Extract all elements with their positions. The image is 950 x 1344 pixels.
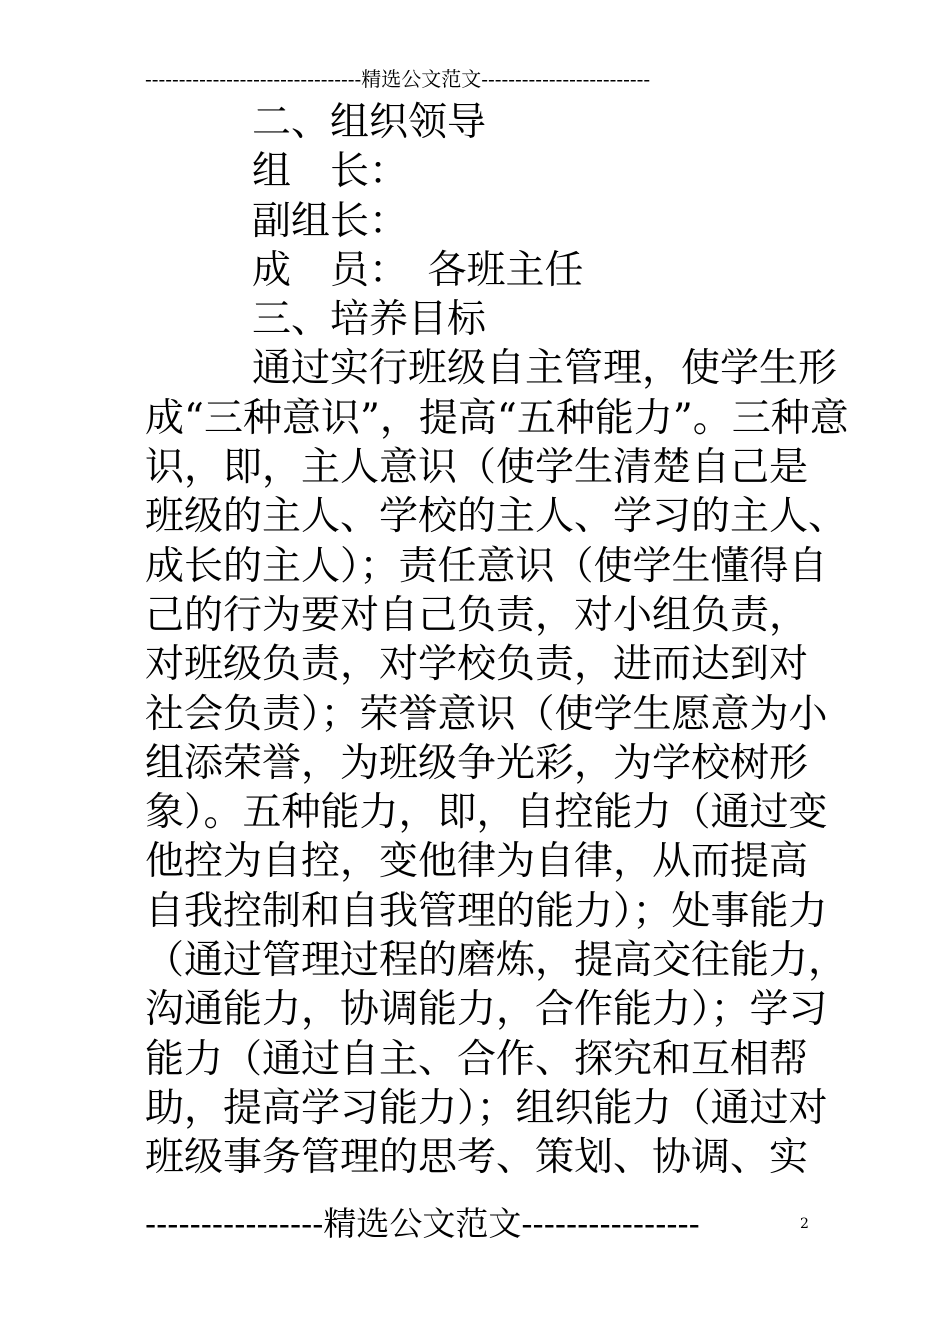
paragraph-line: 成长的主人）；责任意识（使学生懂得自 [145,543,828,589]
section-heading-organization: 二、组织领导 [252,100,487,145]
paragraph-line: 班级事务管理的思考、策划、协调、实 [145,1135,809,1181]
page-header: --------------------------------精选公文范文------------------------- [145,67,651,91]
paragraph-line: （通过管理过程的磨炼，提高交往能力， [145,938,848,984]
paragraph-line: 他控为自控，变他律为自律，从而提高 [145,839,809,885]
paragraph-line: 象）。五种能力，即，自控能力（通过变 [145,790,828,836]
paragraph-line: 沟通能力，协调能力，合作能力）；学习 [145,987,828,1033]
members-line: 成 员： 各班主任 [252,247,584,293]
paragraph-line: 社会负责）；荣誉意识（使学生愿意为小 [145,691,828,737]
document-body [145,98,849,1183]
paragraph-line: 自我控制和自我管理的能力）；处事能力 [145,888,828,934]
paragraph-line: 助，提高学习能力）；组织能力（通过对 [145,1085,828,1131]
paragraph-line: 通过实行班级自主管理，使学生形 [252,346,838,392]
paragraph-line: 班级的主人、学校的主人、学习的主人、 [145,494,848,540]
page-number: 2 [800,1216,809,1232]
section-heading-goals: 三、培养目标 [252,297,487,343]
paragraph-line: 己的行为要对自己负责，对小组负责， [145,592,809,638]
page-footer: ----------------精选公文范文---------------- [145,1204,700,1243]
paragraph-line: 组添荣誉，为班级争光彩，为学校树形 [145,740,809,786]
paragraph-line: 成“三种意识”，提高“五种能力”。三种意 [145,395,849,441]
deputy-leader-line: 副组长： [252,198,409,244]
team-leader-line: 组 长： [252,149,409,195]
paragraph-line: 对班级负责，对学校负责，进而达到对 [145,642,809,688]
paragraph-line: 能力（通过自主、合作、探究和互相帮 [145,1036,809,1082]
paragraph-line: 识，即，主人意识（使学生清楚自己是 [145,445,809,491]
